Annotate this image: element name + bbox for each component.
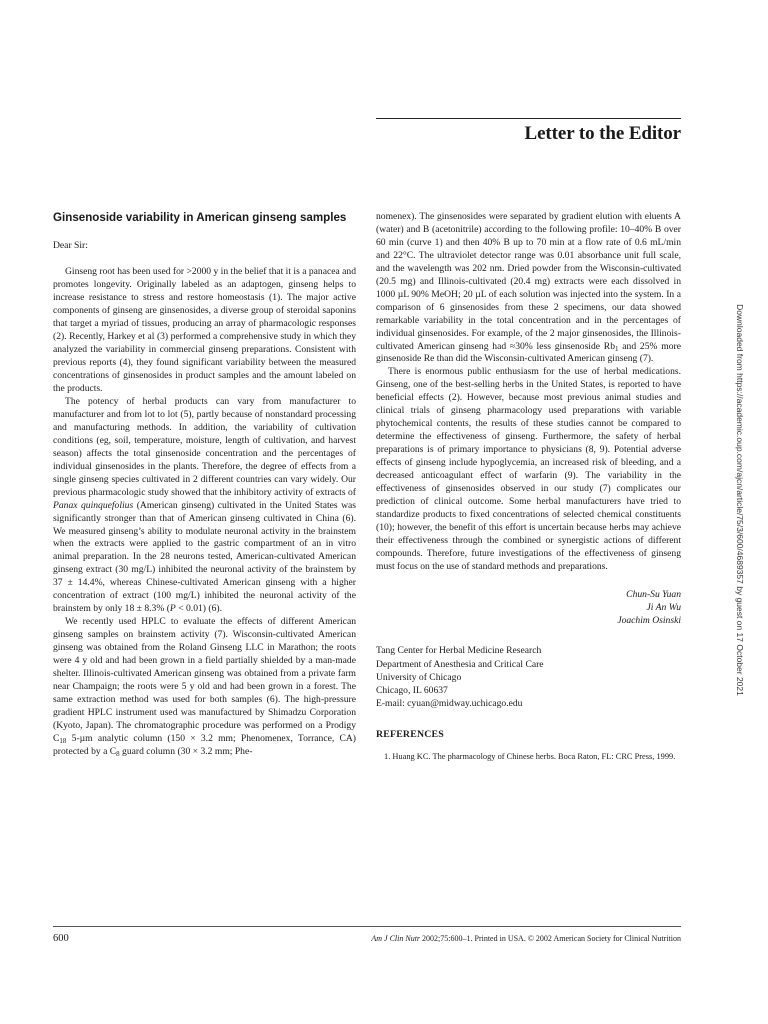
page-number: 600 xyxy=(53,933,69,944)
affiliation-line: Chicago, IL 60637 xyxy=(376,684,448,696)
rb1-sub: 1 xyxy=(615,344,619,353)
paragraph-continuation-end: and 25% more ginsenoside Re than did the Wisconsin-cultivated American ginseng (7). xyxy=(376,340,681,365)
paragraph-potency-rest: (American ginseng) cultivated in the United States was significantly stronger than that of American ginseng cultivated in China (6). We measured ginseng’s ability to modulate neuronal activity in the brainstem when the extracts were applied to the gastric compartment of an in vitro animal preparation. In the 28 neurons tested, American-cultivated American ginseng extract (30 mg/L) inhibited the neuronal activity of the brainstem by 37 ± 14.4%, whereas Chinese-cultivated American ginseng with a higher concentration of extract (100 mg/L) inhibited the neuronal activity of the brainstem by only 18 ± 8.3% ( xyxy=(53,499,357,615)
paragraph-enthusiasm: There is enormous public enthusiasm for the use of herbal medications. Ginseng, one of the best-selling herbs in the United States, is reported to have beneficial effects (2). However, because most previous animal studies and clinical trials of ginseng pharmacology used preparations with variable phytochemical contents, the results of these studies cannot be compared to determine the effectiveness of ginseng. Furthermore, the safety of herbal preparations is of primary importance to physicians (8, 9). Potential adverse effects of ginseng include hypoglycemia, an increased risk of bleeding, and a decreased anticoagulant effect of warfarin (9). The variability in the effectiveness of ginsenosides observed in our study (7) complicates our prediction of clinical outcome. Some herbal manufacturers have tried to standardize products to fixed concentrations of selected chemical constituents (10); however, the benefit of this effort is uncertain because herbs may achieve their effectiveness through the combined or synergistic actions of different compounds. Therefore, future investigations of the effectiveness of ginseng must focus on the use of standard methods and preparations. xyxy=(376,366,681,572)
species-name: Panax quinquefolius xyxy=(53,499,134,511)
right-column xyxy=(376,211,681,764)
download-notice: Downloaded from https://academic.oup.com/ajcn/article/75/3/600/4689357 by guest on 17 October 2021 xyxy=(735,304,745,696)
contact-email: E-mail: cyuan@midway.uchicago.edu xyxy=(376,698,523,710)
paragraph-potency-end: < 0.01) (6). xyxy=(178,603,222,615)
header-rule xyxy=(376,118,681,119)
footer-rule xyxy=(53,926,681,927)
article-title: Ginsenoside variability in American ginseng samples xyxy=(53,211,347,224)
paragraph-intro: Ginseng root has been used for >2000 y in the belief that it is a panacea and promotes longevity. Originally labeled as an adaptogen, ginseng helps to increase resistance to stress and restore homeostasis (1). The major active components of ginseng are ginsenosides, a diverse group of steroidal saponins that target a myriad of tissues, producing an array of pharmacologic responses (2). Recently, Harkey et al (3) performed a comprehensive study in which they analyzed the variability in commercial ginseng preparations. Consistent with previous reports (4), they found significant variability between the measured concentrations of ginsenosides in product samples and the amount labeled on the products. xyxy=(53,266,357,395)
paragraph-hplc-end: guard column (30 × 3.2 mm; Phe- xyxy=(122,745,253,757)
paragraph-potency xyxy=(53,396,356,616)
salutation: Dear Sir: xyxy=(53,239,88,251)
paragraph-continuation xyxy=(376,211,681,366)
section-title: Letter to the Editor xyxy=(524,123,681,144)
affiliation-line: Tang Center for Herbal Medicine Research xyxy=(376,645,542,657)
affiliation-line: University of Chicago xyxy=(376,671,462,683)
references-heading: REFERENCES xyxy=(376,729,444,741)
paragraph-hplc xyxy=(53,616,356,758)
author-list xyxy=(376,588,681,628)
author-name: Ji An Wu xyxy=(646,601,681,613)
paragraph-continuation-text: nomenex). The ginsenosides were separated by gradient elution with eluents A (water) and B (acetonitrile) according to the following profile: 10–40% B over 60 min (curve 1) and then 40% B up to 70 min at a flow rate of 0.6 mL/min and 22°C. The ultraviolet detector range was 0.01 absorbance unit full scale, and the wavelength was 202 nm. Dried powder from the Wisconsin-cultivated (20.5 mg) and Illinois-cultivated (20.4 mg) extracts were each dissolved in 1000 µL 90% MeOH; 20 µL of each solution was injected into the system. In a comparison of 6 ginsenosides from these 2 specimens, our data showed remarkable variability in the total concentration and in the percentages of individual ginsenosides. For example, of the 2 major ginsenosides, the Illinois-cultivated American ginseng had ≈30% less ginsenoside Rb xyxy=(376,211,681,352)
citation-details: 2002;75:600–1. Printed in USA. © 2002 American Society for Clinical Nutrition xyxy=(422,934,681,943)
affiliation xyxy=(376,644,681,710)
paragraph-potency-text: The potency of herbal products can vary from manufacturer to manufacturer and from lot to lot (5), partly because of nonstandard processing and manufacturing methods. In addition, the variability of cultivation conditions (eg, soil, temperature, moisture, length of cultivation, and harvest season) affects the total ginsenoside concentration and the percentages of individual ginsenosides in the plants. Therefore, the degree of effects from a single ginseng species cultivated in 2 different countries can vary widely. Our previous pharmacologic study showed that the inhibitory activity of extracts of xyxy=(53,395,356,498)
reference-item: 1. Huang KC. The pharmacology of Chinese herbs. Boca Raton, FL: CRC Press, 1999. xyxy=(384,752,676,762)
journal-name: Am J Clin Nutr xyxy=(371,934,421,943)
paragraph-hplc-mid: 5-µm analytic column (150 × 3.2 mm; Phenomenex, Torrance, CA) protected by a C xyxy=(53,732,357,757)
footer-citation xyxy=(371,934,681,943)
column-c18: $C_{18}$ xyxy=(53,732,67,745)
author-name: Chun-Su Yuan xyxy=(626,588,681,600)
column-c8-sub: 8 xyxy=(116,749,120,758)
left-column xyxy=(53,211,356,759)
paragraph-hplc-text: We recently used HPLC to evaluate the effects of different American ginseng samples on brainstem activity (7). Wisconsin-cultivated American ginseng was obtained from the Roland Ginseng LLC in Marathon; the roots were 4 y old and had been grown in a field partially shielded by a man-made shelter. Illinois-cultivated American ginseng was obtained from a private farm near Champaign; the roots were 5 y old and had been grown in a forest. The same extraction method was used for both samples (6). The high-pressure gradient HPLC instrument used was manufactured by Shimadzu Corporation (Kyoto, Japan). The chromatographic procedure was performed on a Prodigy xyxy=(53,616,356,731)
affiliation-line: Department of Anesthesia and Critical Care xyxy=(376,658,544,670)
author-name: Joachim Osinski xyxy=(617,615,681,627)
p-value-symbol: P xyxy=(169,603,176,615)
